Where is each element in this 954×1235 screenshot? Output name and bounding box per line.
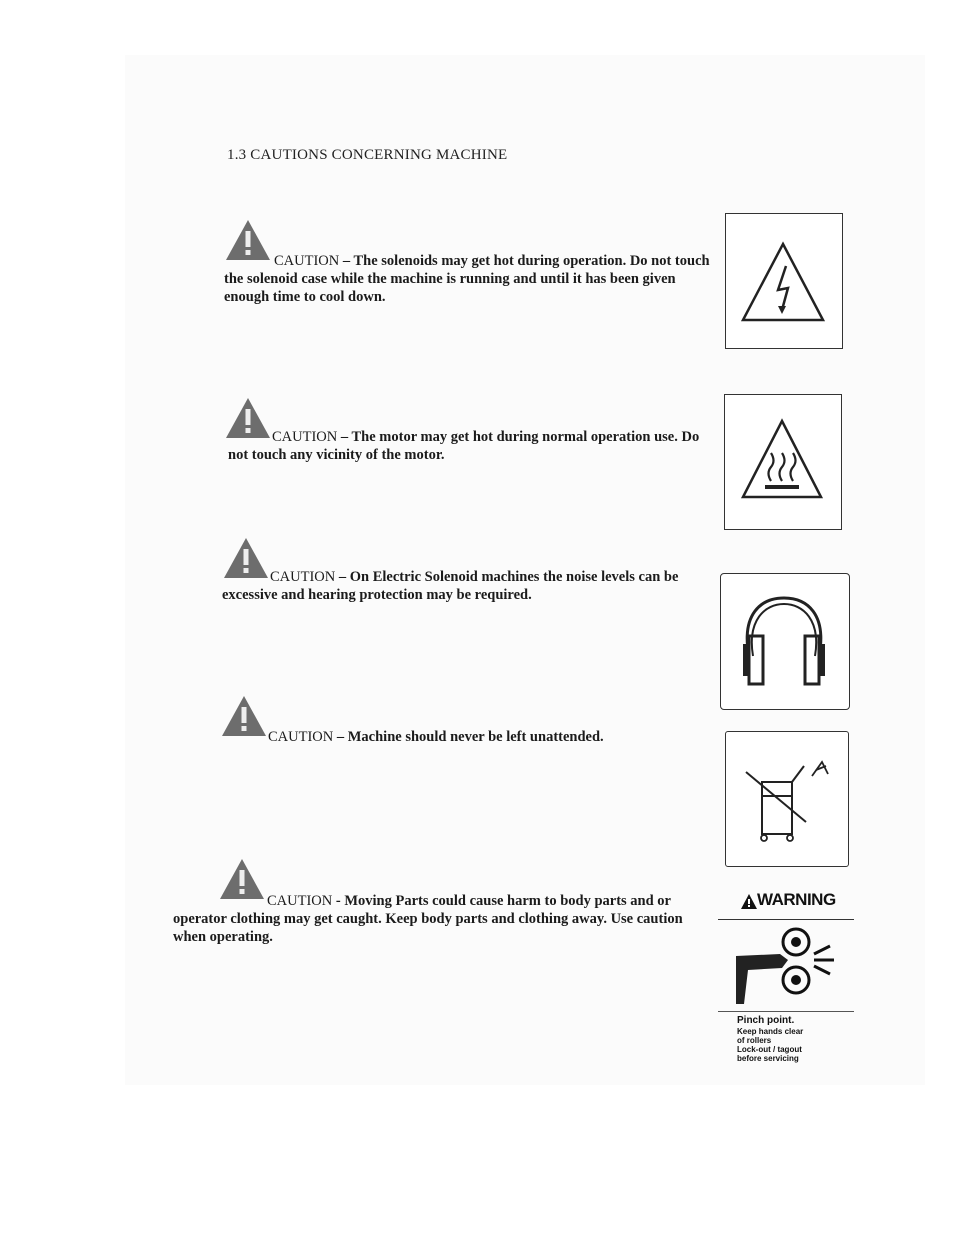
caution-1: [224, 252, 714, 306]
warning-divider: [718, 919, 854, 920]
caution-4: [220, 728, 710, 746]
caution-text: – Machine should never be left unattended.: [333, 729, 604, 745]
caution-5: [173, 892, 713, 946]
pinch-title: Pinch point.: [737, 1015, 795, 1026]
caution-text: - Moving Parts could cause harm to body parts and or operator clothing may get caught. Keep body parts and clothing away. Use caution when operating.: [173, 893, 683, 945]
warning-divider: [718, 1011, 854, 1012]
lightning-bolt-icon: [726, 214, 841, 347]
warning-title: WARNING: [757, 890, 836, 909]
caution-text: – The motor may get hot during normal operation use. Do not touch any vicinity of the motor.: [228, 429, 700, 463]
hot-surface-icon: [725, 395, 840, 528]
caution-lead: CAUTION: [267, 893, 333, 909]
warning-triangle-icon: [740, 893, 758, 910]
hearing-protection-sign: [720, 573, 850, 710]
unattended-machine-sign: [725, 731, 849, 867]
pinch-point-icon: [730, 924, 846, 1008]
caution-2: [228, 428, 718, 464]
caution-3: [222, 568, 712, 604]
caution-lead: CAUTION: [272, 429, 338, 445]
ear-protection-icon: [721, 574, 848, 708]
hot-surface-sign: [724, 394, 842, 530]
machine-cart-icon: [726, 732, 847, 865]
caution-text: – The solenoids may get hot during operation. Do not touch the solenoid case while the machine is running and until it has been given enough time to cool down.: [224, 253, 710, 305]
caution-lead: CAUTION: [274, 253, 340, 269]
electrical-hazard-sign: [725, 213, 843, 349]
pinch-point-text: [737, 1016, 857, 1063]
pinch-line: before servicing: [737, 1054, 799, 1063]
caution-lead: CAUTION: [268, 729, 334, 745]
caution-lead: CAUTION: [270, 569, 336, 585]
pinch-line: Lock-out / tagout: [737, 1045, 802, 1054]
section-heading: 1.3 CAUTIONS CONCERNING MACHINE: [227, 147, 508, 163]
pinch-line: Keep hands clear: [737, 1027, 804, 1036]
caution-text: – On Electric Solenoid machines the noise levels can be excessive and hearing protection may be required.: [222, 569, 679, 603]
pinch-line: of rollers: [737, 1036, 772, 1045]
